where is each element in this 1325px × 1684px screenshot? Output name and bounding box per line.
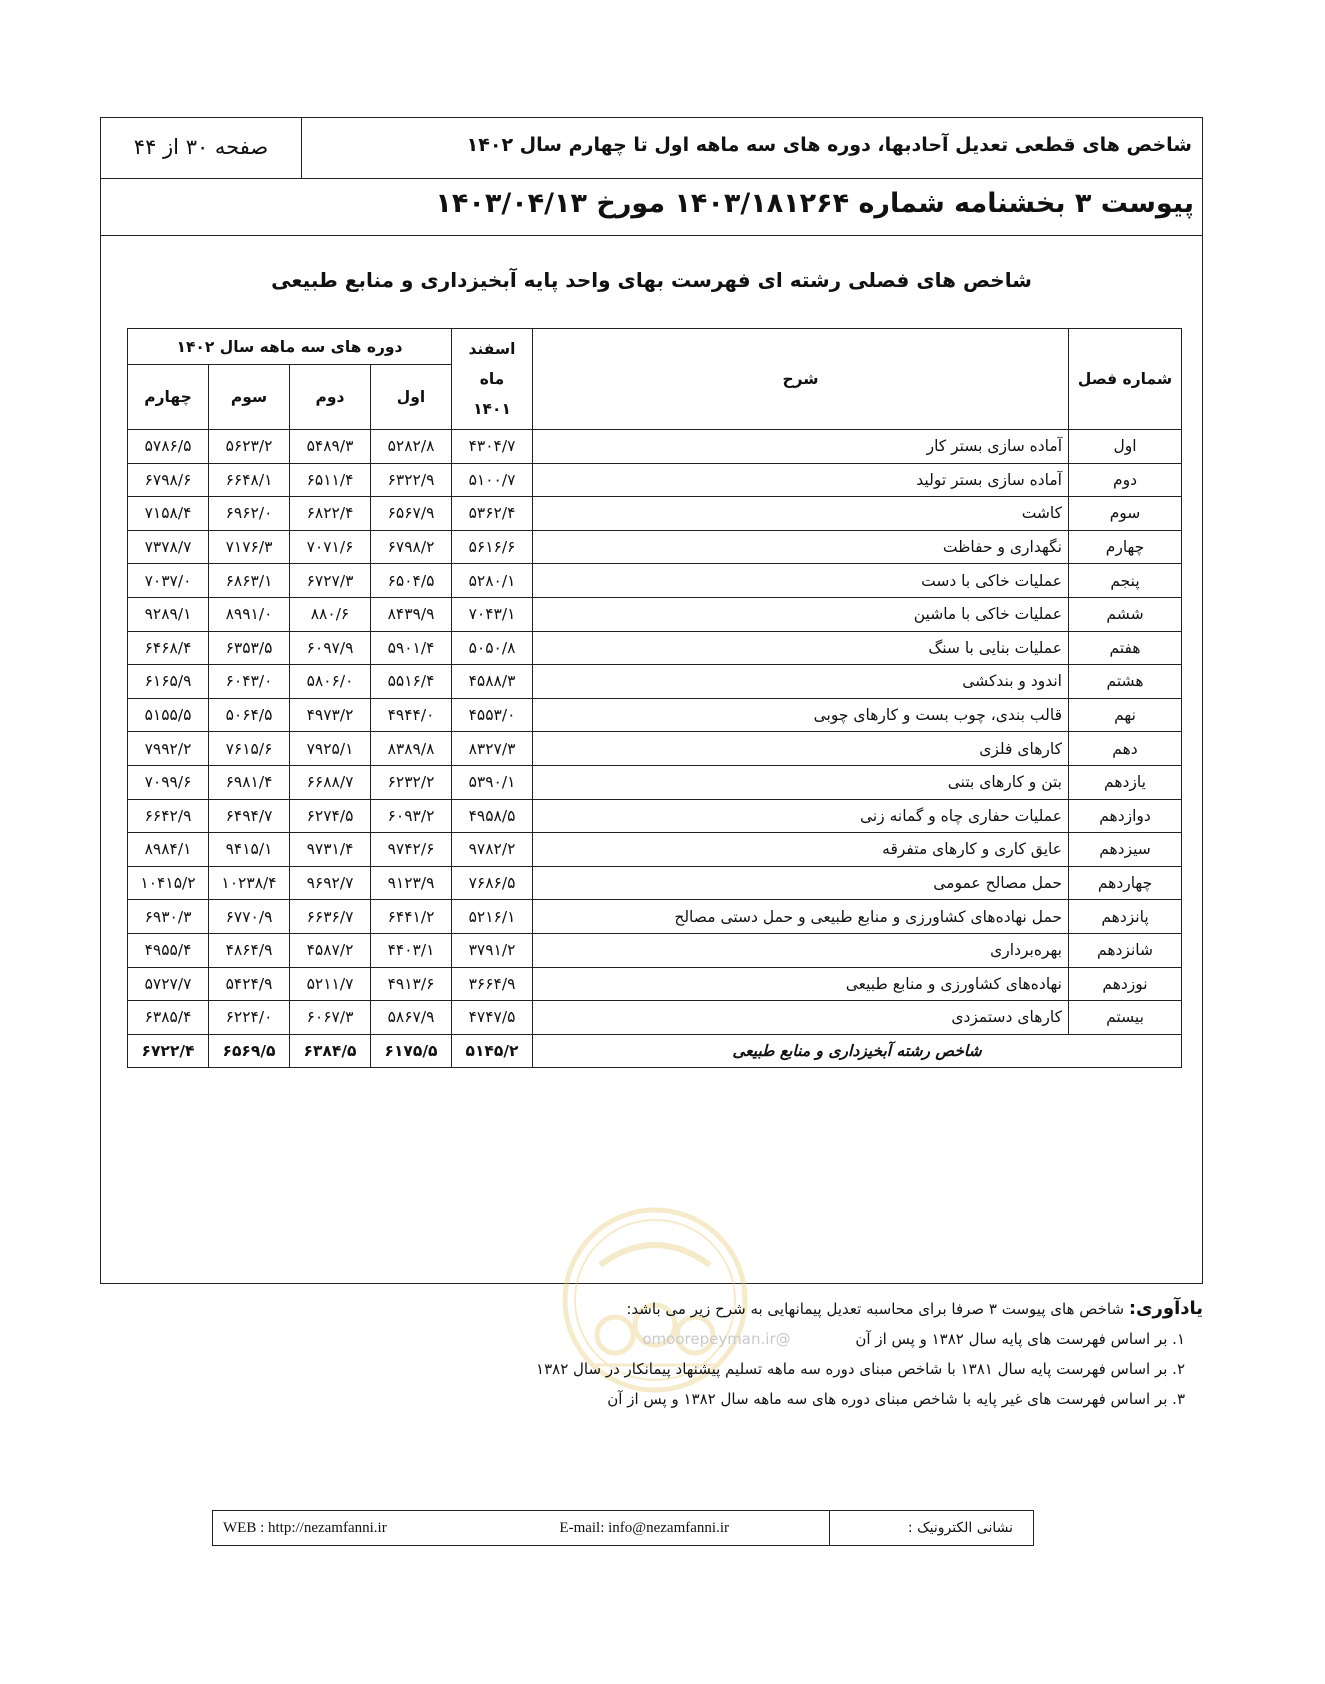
q1-cell: ۶۰۹۳/۲ [371, 799, 452, 833]
q1-cell: ۶۷۹۸/۲ [371, 530, 452, 564]
q1-cell: ۵۵۱۶/۴ [371, 665, 452, 699]
q4-cell: ۴۹۵۵/۴ [128, 933, 209, 967]
esfand-cell: ۵۳۶۲/۴ [452, 497, 533, 531]
description-cell: آماده سازی بستر تولید [533, 463, 1069, 497]
esfand-cell: ۵۲۸۰/۱ [452, 564, 533, 598]
esfand-cell: ۳۷۹۱/۲ [452, 933, 533, 967]
table-row [128, 732, 1182, 766]
chapter-cell: سوم [1069, 497, 1182, 531]
annex-title: پیوست ۳ بخشنامه شماره ۱۴۰۳/۱۸۱۲۶۴ مورخ ۱۴۰۳/۰۴/۱۳ [435, 188, 1194, 219]
table-row [128, 530, 1182, 564]
table-row [128, 564, 1182, 598]
header-row [101, 118, 1202, 179]
description-cell: نگهداری و حفاظت [533, 530, 1069, 564]
table-row [128, 430, 1182, 464]
q2-cell: ۶۷۲۷/۳ [290, 564, 371, 598]
q4-cell: ۶۶۴۲/۹ [128, 799, 209, 833]
description-cell: بتن و کارهای بتنی [533, 765, 1069, 799]
q3-cell: ۶۸۶۳/۱ [209, 564, 290, 598]
q1-cell: ۵۹۰۱/۴ [371, 631, 452, 665]
header-chapter: شماره فصل [1069, 329, 1182, 430]
q1-cell: ۶۵۰۴/۵ [371, 564, 452, 598]
description-cell: آماده سازی بستر کار [533, 430, 1069, 464]
description-cell: قالب بندی، چوب بست و کارهای چوبی [533, 698, 1069, 732]
q2-cell: ۵۲۱۱/۷ [290, 967, 371, 1001]
q2-cell: ۶۰۶۷/۳ [290, 1001, 371, 1035]
chapter-cell: هشتم [1069, 665, 1182, 699]
table-row [128, 665, 1182, 699]
esfand-cell: ۵۳۹۰/۱ [452, 765, 533, 799]
total-q1-cell: ۶۱۷۵/۵ [371, 1034, 452, 1068]
footer-label: نشانی الکترونیک : [907, 1520, 1013, 1536]
q4-cell: ۷۳۷۸/۷ [128, 530, 209, 564]
description-cell: حمل مصالح عمومی [533, 866, 1069, 900]
description-cell: بهره‌برداری [533, 933, 1069, 967]
q1-cell: ۵۸۶۷/۹ [371, 1001, 452, 1035]
table-row [128, 967, 1182, 1001]
annex-row [101, 178, 1202, 236]
header-quarters-group: دوره های سه ماهه سال ۱۴۰۲ [128, 329, 452, 365]
q3-cell: ۶۹۸۱/۴ [209, 765, 290, 799]
q3-cell: ۴۸۶۴/۹ [209, 933, 290, 967]
q3-cell: ۸۹۹۱/۰ [209, 597, 290, 631]
chapter-cell: چهارم [1069, 530, 1182, 564]
chapter-cell: دهم [1069, 732, 1182, 766]
esfand-cell: ۵۱۰۰/۷ [452, 463, 533, 497]
chapter-cell: نهم [1069, 698, 1182, 732]
chapter-cell: دوازدهم [1069, 799, 1182, 833]
table-row [128, 631, 1182, 665]
description-cell: عملیات حفاری چاه و گمانه زنی [533, 799, 1069, 833]
q3-cell: ۵۶۲۳/۲ [209, 430, 290, 464]
table-row [128, 597, 1182, 631]
chapter-cell: چهاردهم [1069, 866, 1182, 900]
q4-cell: ۶۳۸۵/۴ [128, 1001, 209, 1035]
q2-cell: ۴۵۸۷/۲ [290, 933, 371, 967]
q4-cell: ۷۹۹۲/۲ [128, 732, 209, 766]
chapter-cell: نوزدهم [1069, 967, 1182, 1001]
header-description: شرح [533, 329, 1069, 430]
q4-cell: ۶۱۶۵/۹ [128, 665, 209, 699]
notes-item-3: ۳. بر اساس فهرست های غیر پایه با شاخص مبنای دوره های سه ماهه سال ۱۳۸۲ و پس از آن [607, 1390, 1185, 1408]
chapter-cell: پنجم [1069, 564, 1182, 598]
q4-cell: ۹۲۸۹/۱ [128, 597, 209, 631]
total-q4-cell: ۶۷۲۲/۴ [128, 1034, 209, 1068]
watermark-text: @omoorepeyman.ir [642, 1330, 791, 1348]
footer-email-link[interactable]: E-mail: info@nezamfanni.ir [559, 1519, 729, 1536]
table-row [128, 497, 1182, 531]
esfand-cell: ۷۰۴۳/۱ [452, 597, 533, 631]
q1-cell: ۶۴۴۱/۲ [371, 900, 452, 934]
q3-cell: ۶۷۷۰/۹ [209, 900, 290, 934]
q2-cell: ۶۶۸۸/۷ [290, 765, 371, 799]
table-row [128, 866, 1182, 900]
description-cell: کارهای فلزی [533, 732, 1069, 766]
footer-box [212, 1510, 1034, 1546]
total-row [128, 1034, 1182, 1068]
q3-cell: ۵۰۶۴/۵ [209, 698, 290, 732]
q1-cell: ۶۵۶۷/۹ [371, 497, 452, 531]
esfand-cell: ۴۳۰۴/۷ [452, 430, 533, 464]
q3-cell: ۶۰۴۳/۰ [209, 665, 290, 699]
q2-cell: ۹۷۳۱/۴ [290, 833, 371, 867]
description-cell: عملیات خاکی با ماشین [533, 597, 1069, 631]
esfand-cell: ۵۲۱۶/۱ [452, 900, 533, 934]
esfand-cell: ۵۰۵۰/۸ [452, 631, 533, 665]
q2-cell: ۶۲۷۴/۵ [290, 799, 371, 833]
description-cell: کارهای دستمزدی [533, 1001, 1069, 1035]
q3-cell: ۱۰۲۳۸/۴ [209, 866, 290, 900]
q1-cell: ۹۱۲۳/۹ [371, 866, 452, 900]
q4-cell: ۶۴۶۸/۴ [128, 631, 209, 665]
notes-item-2: ۲. بر اساس فهرست پایه سال ۱۳۸۱ با شاخص مبنای دوره سه ماهه تسلیم پیشنهاد پیمانکار در سال ۱۳۸۲ [536, 1360, 1185, 1378]
q4-cell: ۱۰۴۱۵/۲ [128, 866, 209, 900]
notes [203, 1294, 1203, 1414]
table-row [128, 698, 1182, 732]
total-q3-cell: ۶۵۶۹/۵ [209, 1034, 290, 1068]
q4-cell: ۵۷۸۶/۵ [128, 430, 209, 464]
q2-cell: ۷۰۷۱/۶ [290, 530, 371, 564]
footer-contacts [213, 1511, 830, 1545]
notes-item-1-text: ۱. بر اساس فهرست های پایه سال ۱۳۸۲ و پس از آن [855, 1330, 1185, 1348]
description-cell: نهاده‌های کشاورزی و منابع طبیعی [533, 967, 1069, 1001]
q2-cell: ۹۶۹۲/۷ [290, 866, 371, 900]
q2-cell: ۸۸۰/۶ [290, 597, 371, 631]
esfand-cell: ۴۵۸۸/۳ [452, 665, 533, 699]
document-frame [100, 117, 1203, 1284]
header-q2: دوم [290, 365, 371, 430]
header-q4: چهارم [128, 365, 209, 430]
header-esfand [452, 329, 533, 430]
q2-cell: ۴۹۷۳/۲ [290, 698, 371, 732]
table-row [128, 765, 1182, 799]
q3-cell: ۶۳۵۳/۵ [209, 631, 290, 665]
footer-web-link[interactable]: WEB : http://nezamfanni.ir [223, 1519, 387, 1536]
q4-cell: ۷۰۹۹/۶ [128, 765, 209, 799]
table-title: شاخص های فصلی رشته ای فهرست بهای واحد پایه آبخیزداری و منابع طبیعی [271, 268, 1032, 292]
q1-cell: ۴۴۰۳/۱ [371, 933, 452, 967]
q3-cell: ۹۴۱۵/۱ [209, 833, 290, 867]
total-description-cell: شاخص رشته آبخیزداری و منابع طبیعی [533, 1034, 1182, 1068]
q2-cell: ۶۶۳۶/۷ [290, 900, 371, 934]
q2-cell: ۶۰۹۷/۹ [290, 631, 371, 665]
index-table [127, 328, 1182, 1068]
total-q2-cell: ۶۳۸۴/۵ [290, 1034, 371, 1068]
q1-cell: ۴۹۴۴/۰ [371, 698, 452, 732]
esfand-cell: ۳۶۶۴/۹ [452, 967, 533, 1001]
q2-cell: ۷۹۲۵/۱ [290, 732, 371, 766]
esfand-cell: ۹۷۸۲/۲ [452, 833, 533, 867]
q4-cell: ۶۹۳۰/۳ [128, 900, 209, 934]
esfand-cell: ۴۹۵۸/۵ [452, 799, 533, 833]
description-cell: عایق کاری و کارهای متفرقه [533, 833, 1069, 867]
q2-cell: ۶۸۲۲/۴ [290, 497, 371, 531]
header-q3: سوم [209, 365, 290, 430]
table-row [128, 900, 1182, 934]
q4-cell: ۶۷۹۸/۶ [128, 463, 209, 497]
q2-cell: ۶۵۱۱/۴ [290, 463, 371, 497]
header-q1: اول [371, 365, 452, 430]
q4-cell: ۵۱۵۵/۵ [128, 698, 209, 732]
q3-cell: ۷۱۷۶/۳ [209, 530, 290, 564]
chapter-cell: شانزدهم [1069, 933, 1182, 967]
q3-cell: ۷۶۱۵/۶ [209, 732, 290, 766]
esfand-cell: ۷۶۸۶/۵ [452, 866, 533, 900]
description-cell: عملیات خاکی با دست [533, 564, 1069, 598]
q1-cell: ۶۲۳۲/۲ [371, 765, 452, 799]
q2-cell: ۵۴۸۹/۳ [290, 430, 371, 464]
document-title: شاخص های قطعی تعدیل آحادبها، دوره های سه ماهه اول تا چهارم سال ۱۴۰۲ [466, 134, 1192, 156]
q3-cell: ۶۹۶۲/۰ [209, 497, 290, 531]
q3-cell: ۶۴۹۴/۷ [209, 799, 290, 833]
notes-item-1 [203, 1324, 1203, 1354]
table-row [128, 799, 1182, 833]
page-number: صفحه ۳۰ از ۴۴ [101, 118, 302, 178]
total-esfand-cell: ۵۱۴۵/۲ [452, 1034, 533, 1068]
description-cell: حمل نهاده‌های کشاورزی و منابع طبیعی و حمل دستی مصالح [533, 900, 1069, 934]
table-row [128, 463, 1182, 497]
notes-lead: یادآوری: [1128, 1298, 1203, 1319]
q3-cell: ۶۲۲۴/۰ [209, 1001, 290, 1035]
q1-cell: ۴۹۱۳/۶ [371, 967, 452, 1001]
table-row [128, 1001, 1182, 1035]
esfand-cell: ۸۳۲۷/۳ [452, 732, 533, 766]
q4-cell: ۷۱۵۸/۴ [128, 497, 209, 531]
description-cell: کاشت [533, 497, 1069, 531]
chapter-cell: هفتم [1069, 631, 1182, 665]
q1-cell: ۵۲۸۲/۸ [371, 430, 452, 464]
notes-intro: شاخص های پیوست ۳ صرفا برای محاسبه تعدیل پیمانهایی به شرح زیر می باشد: [626, 1300, 1125, 1318]
q1-cell: ۹۷۴۲/۶ [371, 833, 452, 867]
description-cell: عملیات بنایی با سنگ [533, 631, 1069, 665]
q1-cell: ۸۴۳۹/۹ [371, 597, 452, 631]
table-row [128, 833, 1182, 867]
esfand-cell: ۵۶۱۶/۶ [452, 530, 533, 564]
header-esfand-year: ۱۴۰۱ [473, 400, 511, 418]
chapter-cell: ششم [1069, 597, 1182, 631]
chapter-cell: پانزدهم [1069, 900, 1182, 934]
q1-cell: ۶۳۲۲/۹ [371, 463, 452, 497]
chapter-cell: یازدهم [1069, 765, 1182, 799]
esfand-cell: ۴۷۴۷/۵ [452, 1001, 533, 1035]
chapter-cell: اول [1069, 430, 1182, 464]
q3-cell: ۶۶۴۸/۱ [209, 463, 290, 497]
chapter-cell: دوم [1069, 463, 1182, 497]
q2-cell: ۵۸۰۶/۰ [290, 665, 371, 699]
table-row [128, 933, 1182, 967]
q3-cell: ۵۴۲۴/۹ [209, 967, 290, 1001]
q4-cell: ۸۹۸۴/۱ [128, 833, 209, 867]
q4-cell: ۵۷۲۷/۷ [128, 967, 209, 1001]
chapter-cell: بیستم [1069, 1001, 1182, 1035]
description-cell: اندود و بندکشی [533, 665, 1069, 699]
q4-cell: ۷۰۳۷/۰ [128, 564, 209, 598]
q1-cell: ۸۳۸۹/۸ [371, 732, 452, 766]
chapter-cell: سیزدهم [1069, 833, 1182, 867]
esfand-cell: ۴۵۵۳/۰ [452, 698, 533, 732]
header-esfand-month: اسفند ماه [468, 340, 516, 388]
